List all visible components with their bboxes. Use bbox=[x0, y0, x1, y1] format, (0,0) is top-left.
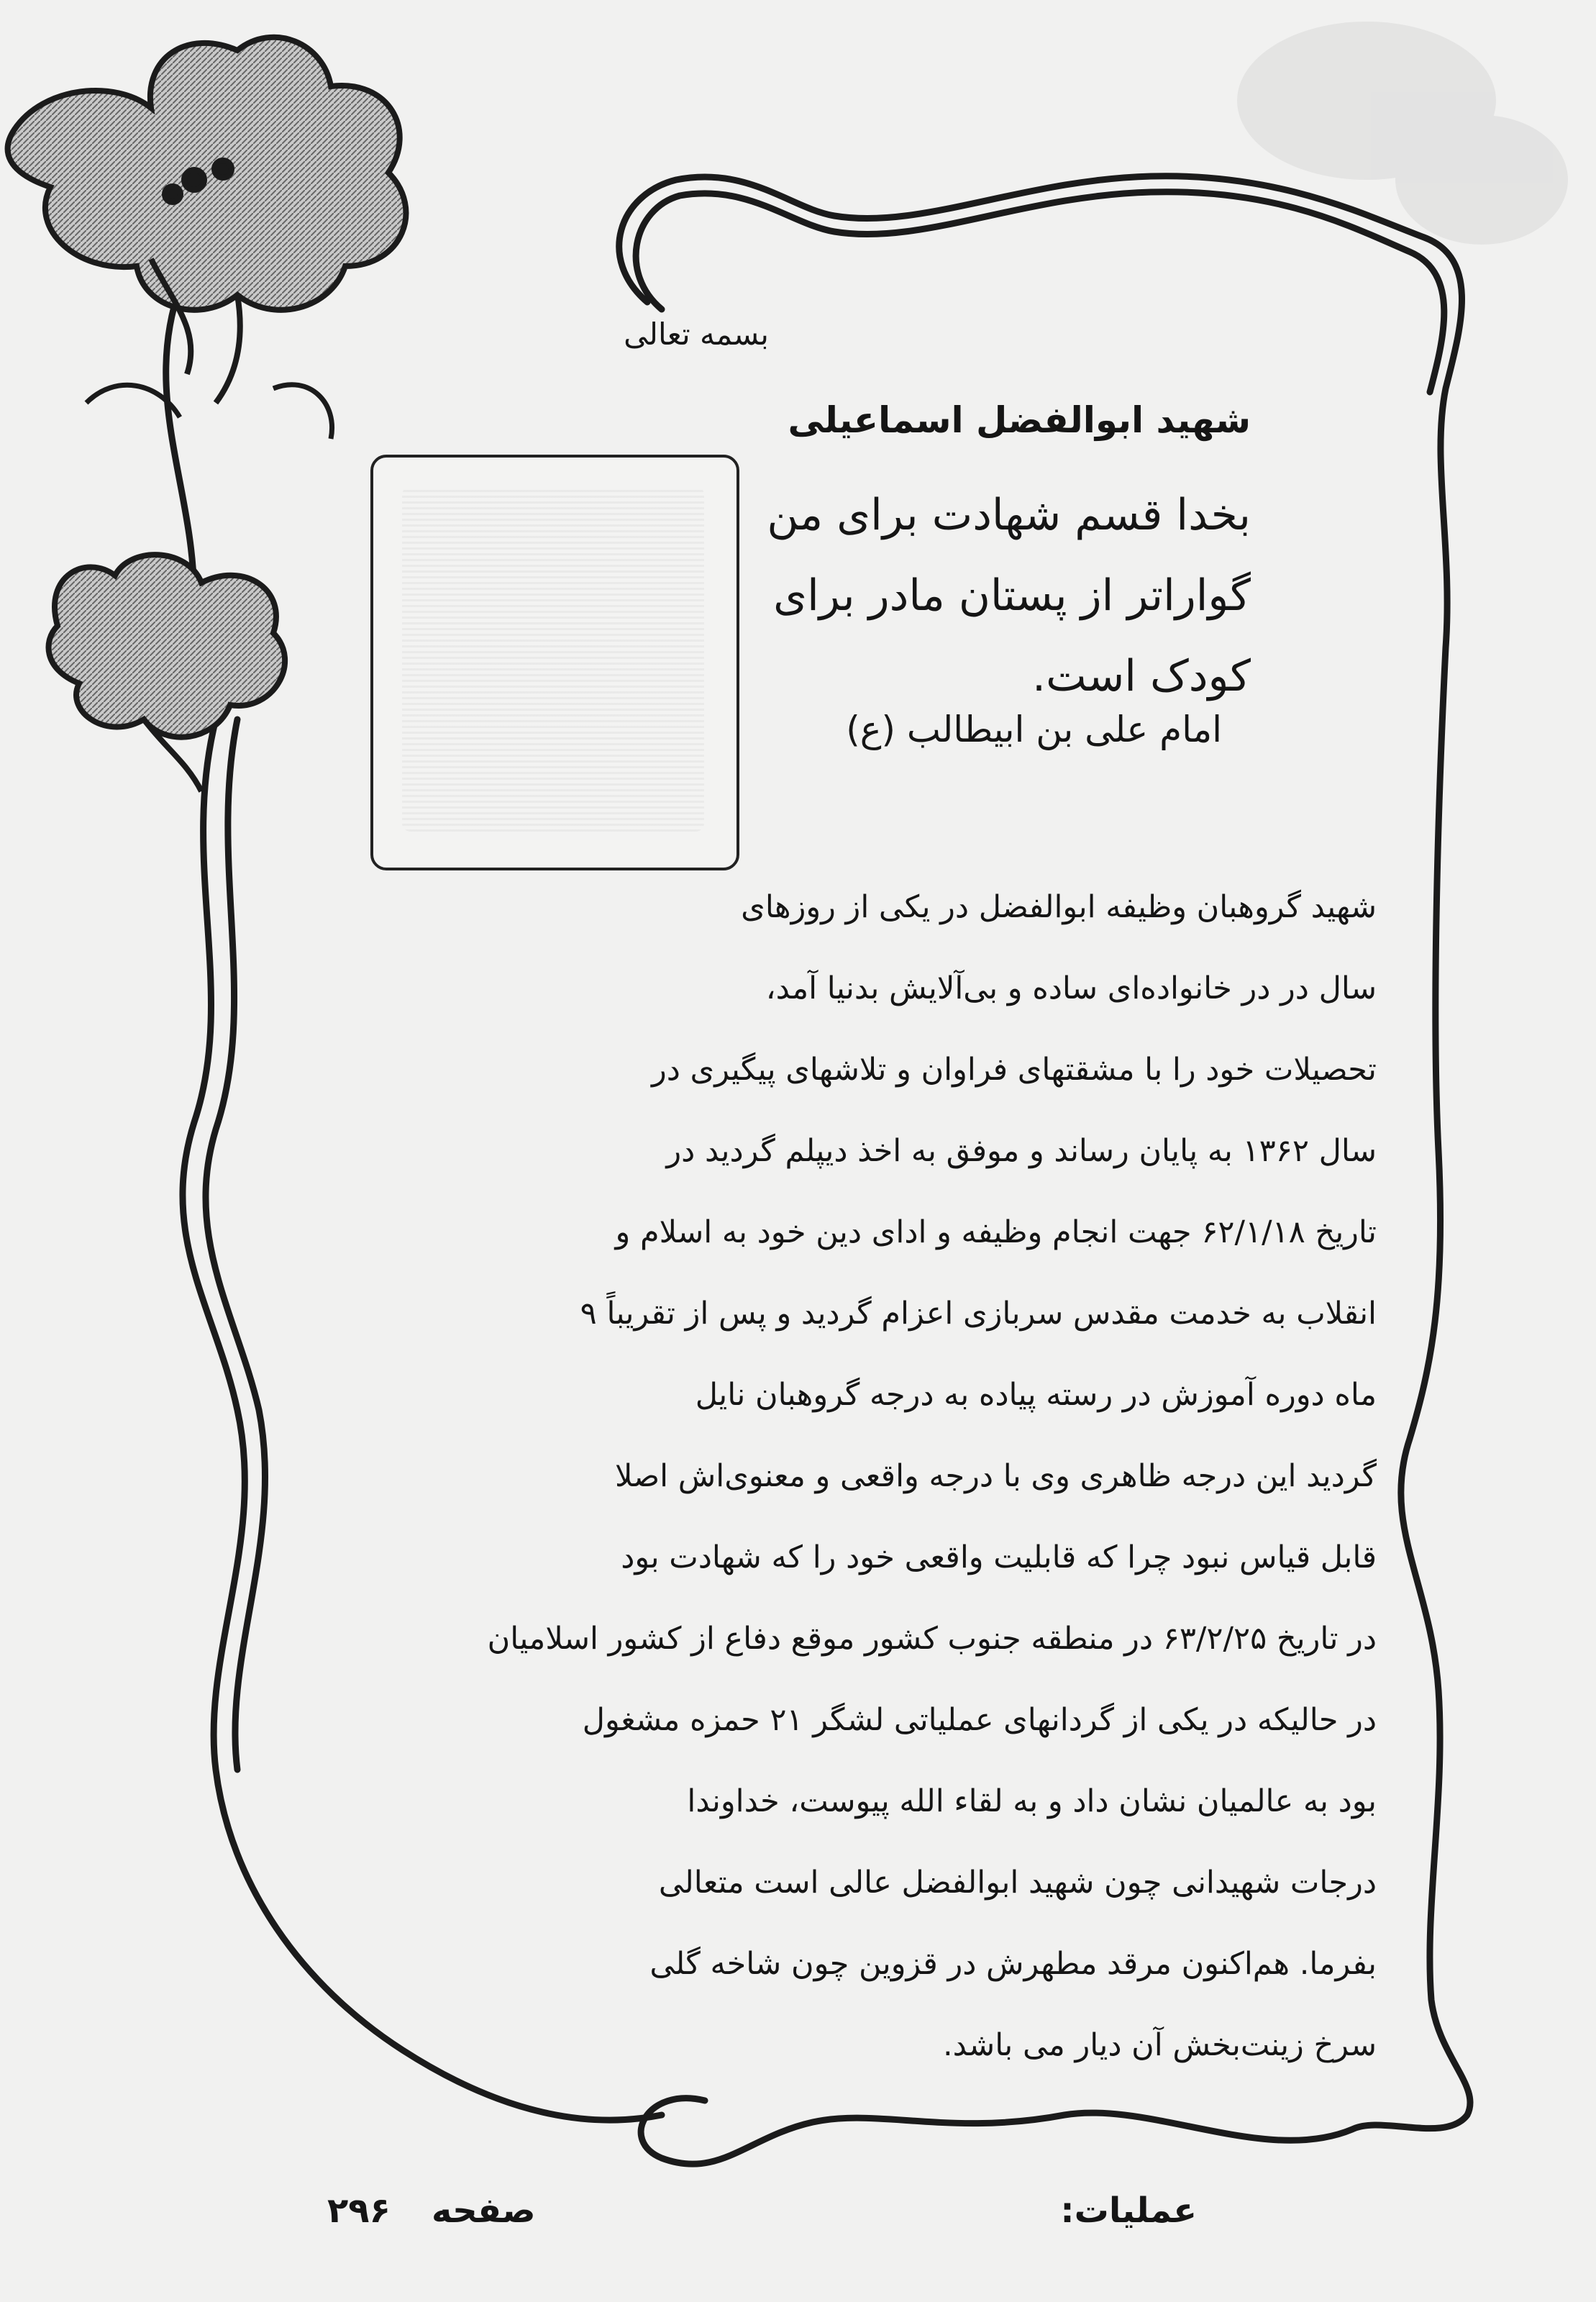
biography-line: سال ۱۳۶۲ به پایان رساند و موفق به اخذ دیپلم گردید در bbox=[666, 1133, 1377, 1169]
biography-line: بفرما. هم‌اکنون مرقد مطهرش در قزوین چون شاخه گلی bbox=[649, 1946, 1377, 1982]
biography-line: قابل قیاس نبود چرا که قابلیت واقعی خود را که شهادت بود bbox=[621, 1539, 1377, 1575]
faded-flower-icon bbox=[1237, 22, 1568, 245]
martyr-photo bbox=[370, 455, 739, 870]
quote-line: کودک است. bbox=[1032, 651, 1251, 701]
page-label: صفحه bbox=[432, 2190, 536, 2231]
biography-line: گردید این درجه ظاهری وی با درجه واقعی و معنوی‌اش اصلا bbox=[615, 1458, 1377, 1494]
leaf-icon bbox=[86, 385, 332, 439]
quote-line: بخدا قسم شهادت برای من bbox=[767, 490, 1251, 540]
martyr-name: شهید ابوالفضل اسماعیلی bbox=[788, 399, 1251, 441]
basmala-heading: بسمه تعالی bbox=[624, 317, 769, 352]
flower-bud-icon bbox=[49, 555, 286, 791]
page-number: ۲۹۶ bbox=[327, 2190, 391, 2231]
biography-text bbox=[298, 867, 1377, 2086]
quote-line: گواراتر از پستان مادر برای bbox=[773, 570, 1251, 621]
photo-image bbox=[402, 486, 704, 832]
biography-line: بود به عالمیان نشان داد و به لقاء الله پیوست، خداوندا bbox=[687, 1783, 1377, 1819]
biography-line: سال در در خانواده‌ای ساده و بی‌آلایش بدنیا آمد، bbox=[765, 970, 1377, 1006]
biography-line: شهید گروهبان وظیفه ابوالفضل در یکی از روزهای bbox=[741, 889, 1377, 925]
flower-icon bbox=[8, 37, 406, 403]
biography-line: تحصیلات خود را با مشقتهای فراوان و تلاشهای پیگیری در bbox=[651, 1052, 1377, 1088]
biography-line: در تاریخ ۶۳/۲/۲۵ در منطقه جنوب کشور موقع دفاع از کشور اسلامیان bbox=[487, 1621, 1377, 1657]
quote-block bbox=[767, 475, 1251, 716]
biography-line: در حالیکه در یکی از گردانهای عملیاتی لشگر ۲۱ حمزه مشغول bbox=[582, 1702, 1377, 1738]
biography-line: ماه دوره آموزش در رسته پیاده به درجه گروهبان نایل bbox=[695, 1377, 1377, 1413]
biography-line: انقلاب به خدمت مقدس سربازی اعزام گردید و پس از تقریباً ۹ bbox=[580, 1296, 1377, 1332]
biography-line: سرخ زینت‌بخش آن دیار می باشد. bbox=[942, 2027, 1377, 2063]
biography-line: تاریخ ۶۲/۱/۱۸ جهت انجام وظیفه و ادای دین خود به اسلام و bbox=[615, 1214, 1377, 1250]
biography-line: درجات شهیدانی چون شهید ابوالفضل عالی است متعالی bbox=[658, 1865, 1377, 1901]
quote-attribution: امام علی بن ابیطالب (ع) bbox=[846, 709, 1222, 750]
operations-label: عملیات: bbox=[1060, 2190, 1197, 2231]
